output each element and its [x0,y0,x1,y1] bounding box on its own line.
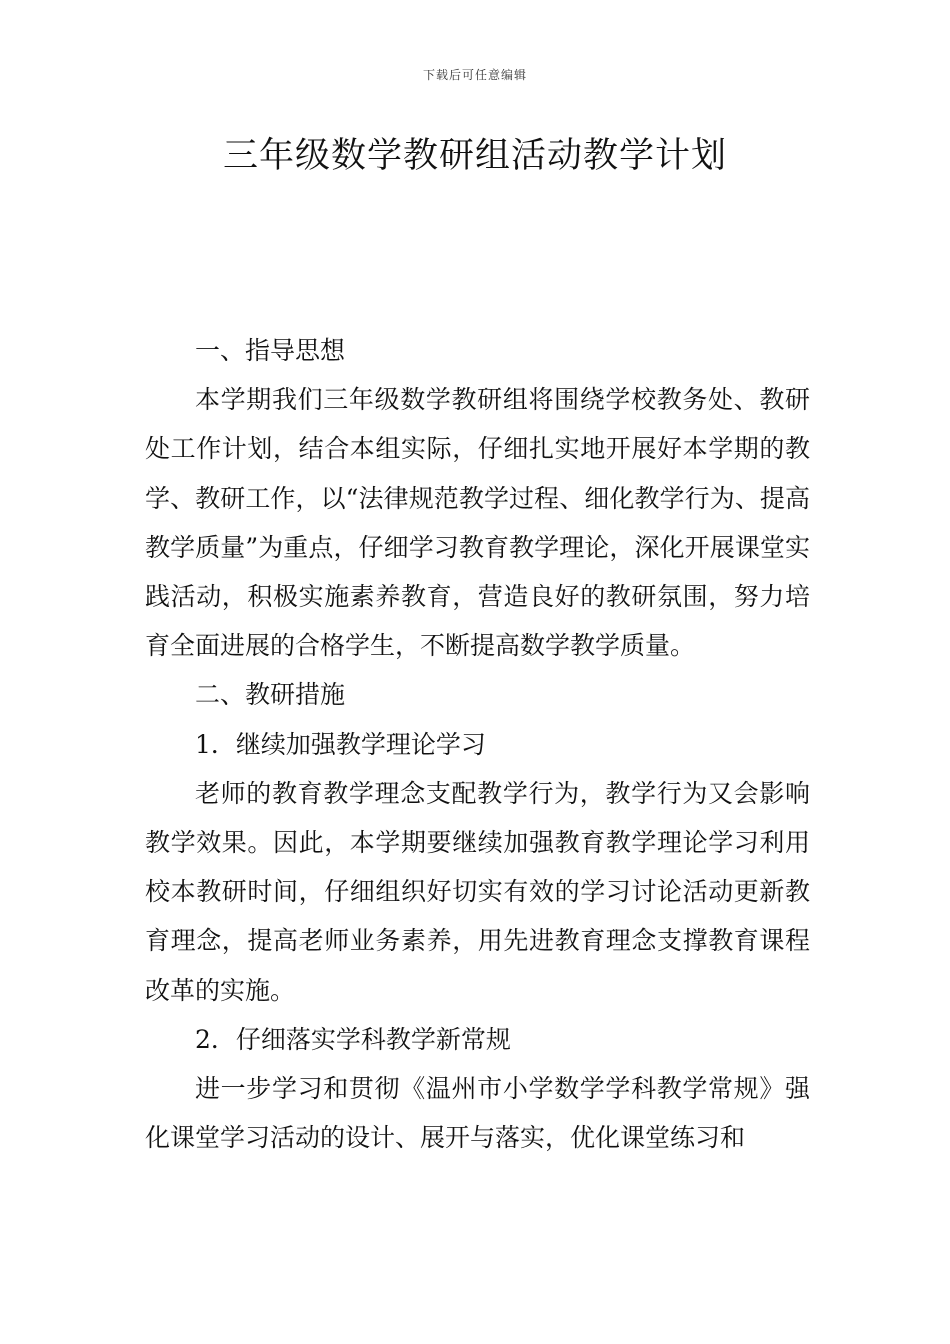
section-heading-guiding-ideology: 一、指导思想 [195,336,346,365]
paragraph-teaching-routine: 进一步学习和贯彻《温州市小学数学学科教学常规》强化课堂学习活动的设计、展开与落实，优化课堂练习和 [145,1074,810,1153]
section-heading-research-measures: 二、教研措施 [195,680,346,710]
paragraph-guiding-ideology: 本学期我们三年级数学教研组将围绕学校教务处、教研处工作计划，结合本组实际，仔细扎实地开展好本学期的教学、教研工作，以“法律规范教学过程、细化教学行为、提高教学质量”为重点，仔细学习教育教学理论，深化开展课堂实践活动，积极实施素养教育，营造良好的教研氛围，努力培育全面进展的合格学生，不断提高数学教学质量。 [145,385,810,661]
subheading-teaching-routine: 2．仔细落实学科教学新常规 [195,1024,511,1054]
subheading-theory-study: 1．继续加强教学理论学习 [195,729,486,759]
header-note: 下载后可任意编辑 [422,68,527,82]
document-body [145,326,810,1162]
paragraph-theory-study: 老师的教育教学理念支配教学行为，教学行为又会影响教学效果。因此，本学期要继续加强教育教学理论学习利用校本教研时间，仔细组织好切实有效的学习讨论活动更新教育理念，提高老师业务素养，用先进教育理念支撑教育课程改革的实施。 [145,778,810,1005]
document-title: 三年级数学教研组活动教学计划 [222,136,727,176]
